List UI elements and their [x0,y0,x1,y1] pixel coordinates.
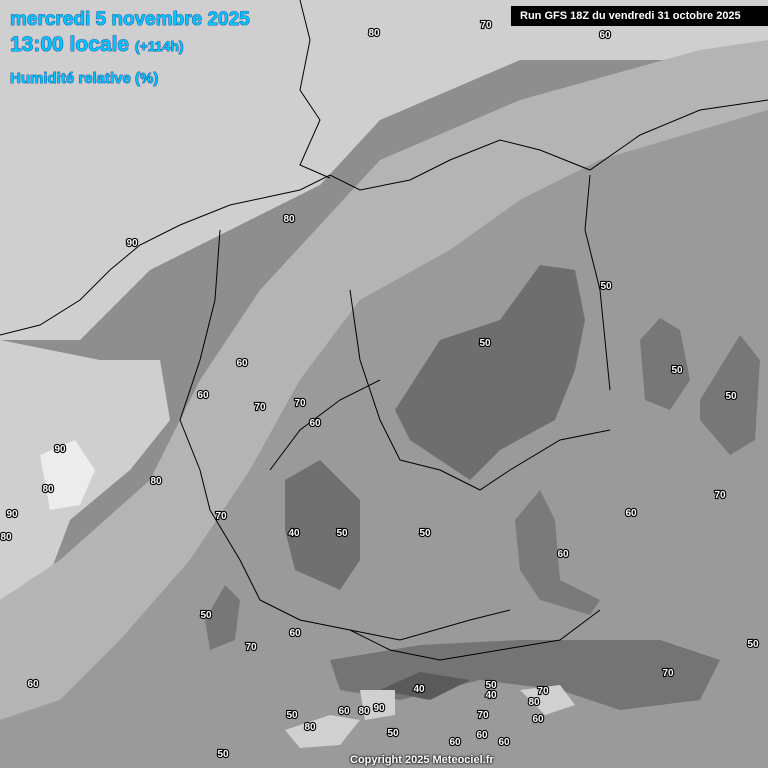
contour-label: 50 [671,365,683,376]
contour-label: 60 [289,628,301,639]
contour-label: 50 [217,749,229,760]
contour-label: 60 [625,508,637,519]
contour-label: 60 [449,737,461,748]
contour-label: 70 [294,398,306,409]
contour-label: 90 [54,444,66,455]
contour-label: 70 [245,642,257,653]
contour-label: 80 [150,476,162,487]
contour-label: 60 [557,549,569,560]
parameter-title: Humidité relative (%) [10,70,159,87]
forecast-date: mercredi 5 novembre 2025 [10,9,250,30]
contour-label: 90 [373,703,385,714]
contour-label: 60 [498,737,510,748]
lead-time: (+114h) [134,38,184,54]
contour-label: 50 [387,728,399,739]
contour-label: 90 [126,238,138,249]
contour-label: 50 [725,391,737,402]
contour-label: 60 [532,714,544,725]
copyright: Copyright 2025 Meteociel.fr [350,754,494,766]
contour-label: 70 [477,710,489,721]
contour-label: 60 [338,706,350,717]
contour-label: 50 [485,680,497,691]
contour-label: 40 [413,684,425,695]
contour-label: 80 [304,722,316,733]
contour-label: 70 [254,402,266,413]
contour-label: 80 [368,28,380,39]
forecast-time [10,33,184,57]
contour-label: 90 [6,509,18,520]
contour-label: 50 [419,528,431,539]
model-run-label: Run GFS 18Z du vendredi 31 octobre 2025 [511,6,768,26]
contour-label: 50 [286,710,298,721]
contour-label: 40 [288,528,300,539]
contour-label: 60 [599,30,611,41]
contour-label: 50 [479,338,491,349]
contour-label: 50 [200,610,212,621]
contour-label: 70 [480,20,492,31]
contour-label: 60 [309,418,321,429]
contour-label: 60 [476,730,488,741]
contour-label: 80 [358,706,370,717]
contour-label: 70 [714,490,726,501]
contour-label: 60 [27,679,39,690]
contour-label: 80 [283,214,295,225]
contour-label: 80 [0,532,12,543]
contour-label: 60 [236,358,248,369]
contour-label: 40 [485,690,497,701]
contour-label: 80 [42,484,54,495]
contour-label: 60 [197,390,209,401]
contour-label: 50 [600,281,612,292]
contour-label: 70 [215,511,227,522]
contour-label: 80 [528,697,540,708]
contour-label: 70 [537,686,549,697]
contour-label: 50 [747,639,759,650]
local-time: 13:00 locale [10,33,130,56]
contour-label: 70 [662,668,674,679]
contour-label: 50 [336,528,348,539]
